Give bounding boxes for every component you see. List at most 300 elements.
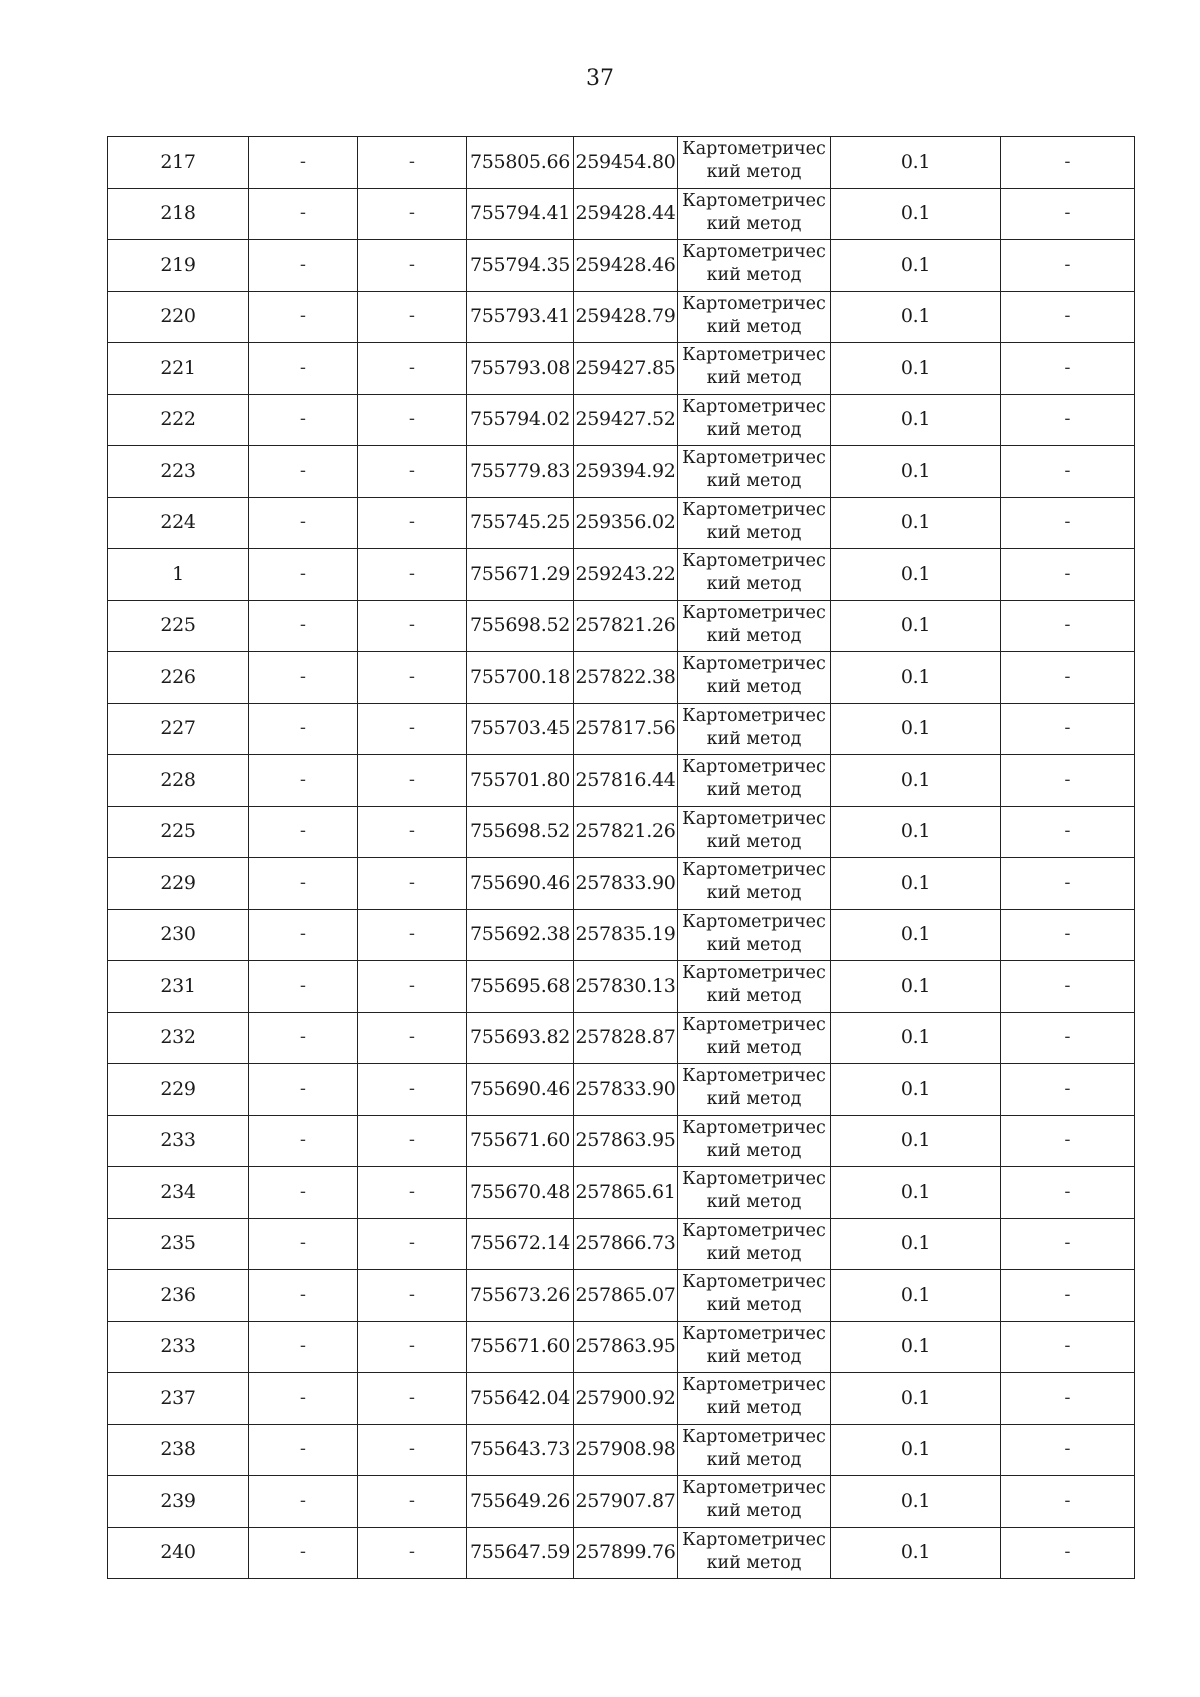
dash-cell: - <box>1001 1270 1135 1322</box>
table-row <box>108 1270 1135 1322</box>
method-line-2: кий метод <box>706 677 802 697</box>
point-number-cell: 235 <box>108 1218 249 1270</box>
table-row <box>108 343 1135 395</box>
point-number-cell: 231 <box>108 961 249 1013</box>
table-row <box>108 1321 1135 1373</box>
method-line-1: Картометричес <box>682 1478 826 1498</box>
dash-cell: - <box>358 1064 467 1116</box>
point-number-cell: 220 <box>108 291 249 343</box>
x-coordinate-cell: 755794.02 <box>467 394 574 446</box>
method-line-2: кий метод <box>706 934 802 955</box>
point-number-cell: 239 <box>108 1476 249 1528</box>
method-line-2: кий метод <box>706 728 802 749</box>
method-cell <box>678 1424 831 1476</box>
dash-cell: - <box>358 1012 467 1064</box>
dash-cell: - <box>249 909 358 961</box>
point-number-cell: 225 <box>108 806 249 858</box>
accuracy-cell: 0.1 <box>831 343 1001 395</box>
dash-cell: - <box>358 497 467 549</box>
accuracy-cell: 0.1 <box>831 1527 1001 1579</box>
method-cell <box>678 1476 831 1528</box>
x-coordinate-cell: 755671.60 <box>467 1321 574 1373</box>
dash-cell: - <box>1001 240 1135 292</box>
dash-cell: - <box>249 137 358 189</box>
table-row <box>108 188 1135 240</box>
y-coordinate-cell: 257828.87 <box>574 1012 678 1064</box>
x-coordinate-cell: 755643.73 <box>467 1424 574 1476</box>
point-number-cell: 232 <box>108 1012 249 1064</box>
method-line-2: кий метод <box>706 625 802 646</box>
y-coordinate-cell: 257821.26 <box>574 600 678 652</box>
dash-cell: - <box>249 1321 358 1373</box>
x-coordinate-cell: 755671.29 <box>467 549 574 601</box>
point-number-cell: 1 <box>108 549 249 601</box>
dash-cell: - <box>358 446 467 498</box>
x-coordinate-cell: 755793.08 <box>467 343 574 395</box>
accuracy-cell: 0.1 <box>831 1115 1001 1167</box>
dash-cell: - <box>358 137 467 189</box>
method-line-1: Картометричес <box>682 963 826 983</box>
dash-cell: - <box>358 755 467 807</box>
dash-cell: - <box>249 806 358 858</box>
table-row <box>108 1373 1135 1425</box>
method-cell <box>678 291 831 343</box>
y-coordinate-cell: 257899.76 <box>574 1527 678 1579</box>
y-coordinate-cell: 257835.19 <box>574 909 678 961</box>
dash-cell: - <box>249 291 358 343</box>
point-number-cell: 227 <box>108 703 249 755</box>
table-row <box>108 600 1135 652</box>
dash-cell: - <box>1001 1321 1135 1373</box>
y-coordinate-cell: 259428.44 <box>574 188 678 240</box>
table-row <box>108 291 1135 343</box>
method-cell <box>678 1270 831 1322</box>
dash-cell: - <box>249 1270 358 1322</box>
point-number-cell: 228 <box>108 755 249 807</box>
x-coordinate-cell: 755672.14 <box>467 1218 574 1270</box>
method-cell <box>678 1321 831 1373</box>
method-line-2: кий метод <box>706 883 802 903</box>
x-coordinate-cell: 755793.41 <box>467 291 574 343</box>
dash-cell: - <box>358 343 467 395</box>
dash-cell: - <box>358 600 467 652</box>
method-cell <box>678 240 831 292</box>
table-row <box>108 755 1135 807</box>
method-line-2: кий метод <box>706 471 802 491</box>
point-number-cell: 238 <box>108 1424 249 1476</box>
method-line-2: кий метод <box>706 265 802 285</box>
method-cell <box>678 497 831 549</box>
dash-cell: - <box>1001 497 1135 549</box>
y-coordinate-cell: 257833.90 <box>574 1064 678 1116</box>
point-number-cell: 226 <box>108 652 249 704</box>
dash-cell: - <box>249 1424 358 1476</box>
method-line-1: Картометричес <box>682 1529 826 1550</box>
dash-cell: - <box>249 240 358 292</box>
method-line-2: кий метод <box>706 831 802 852</box>
point-number-cell: 217 <box>108 137 249 189</box>
method-line-1: Картометричес <box>682 654 826 674</box>
accuracy-cell: 0.1 <box>831 1321 1001 1373</box>
y-coordinate-cell: 259394.92 <box>574 446 678 498</box>
method-line-2: кий метод <box>706 1552 802 1573</box>
point-number-cell: 234 <box>108 1167 249 1219</box>
accuracy-cell: 0.1 <box>831 240 1001 292</box>
dash-cell: - <box>1001 446 1135 498</box>
method-cell <box>678 1064 831 1116</box>
dash-cell: - <box>1001 1424 1135 1476</box>
accuracy-cell: 0.1 <box>831 1476 1001 1528</box>
dash-cell: - <box>249 755 358 807</box>
x-coordinate-cell: 755703.45 <box>467 703 574 755</box>
method-cell <box>678 394 831 446</box>
method-line-1: Картометричес <box>682 860 826 880</box>
dash-cell: - <box>358 961 467 1013</box>
y-coordinate-cell: 259428.79 <box>574 291 678 343</box>
method-cell <box>678 188 831 240</box>
x-coordinate-cell: 755794.35 <box>467 240 574 292</box>
dash-cell: - <box>1001 652 1135 704</box>
table-row <box>108 549 1135 601</box>
dash-cell: - <box>1001 806 1135 858</box>
method-line-2: кий метод <box>706 1243 802 1264</box>
method-line-1: Картометричес <box>682 551 826 571</box>
dash-cell: - <box>358 1476 467 1528</box>
method-line-2: кий метод <box>706 1089 802 1109</box>
x-coordinate-cell: 755690.46 <box>467 858 574 910</box>
y-coordinate-cell: 259428.46 <box>574 240 678 292</box>
accuracy-cell: 0.1 <box>831 394 1001 446</box>
method-line-2: кий метод <box>706 1192 802 1212</box>
accuracy-cell: 0.1 <box>831 652 1001 704</box>
dash-cell: - <box>249 1527 358 1579</box>
method-line-2: кий метод <box>706 780 802 800</box>
method-line-2: кий метод <box>706 368 802 388</box>
method-line-1: Картометричес <box>682 396 826 417</box>
dash-cell: - <box>1001 1476 1135 1528</box>
y-coordinate-cell: 257830.13 <box>574 961 678 1013</box>
dash-cell: - <box>249 1476 358 1528</box>
method-line-1: Картометричес <box>682 190 826 211</box>
y-coordinate-cell: 259356.02 <box>574 497 678 549</box>
method-line-1: Картометричес <box>682 1169 826 1189</box>
dash-cell: - <box>249 1373 358 1425</box>
dash-cell: - <box>1001 858 1135 910</box>
x-coordinate-cell: 755671.60 <box>467 1115 574 1167</box>
point-number-cell: 221 <box>108 343 249 395</box>
x-coordinate-cell: 755647.59 <box>467 1527 574 1579</box>
dash-cell: - <box>358 1321 467 1373</box>
coordinates-table <box>107 136 1135 1579</box>
dash-cell: - <box>358 703 467 755</box>
x-coordinate-cell: 755692.38 <box>467 909 574 961</box>
x-coordinate-cell: 755805.66 <box>467 137 574 189</box>
dash-cell: - <box>1001 343 1135 395</box>
y-coordinate-cell: 257865.07 <box>574 1270 678 1322</box>
dash-cell: - <box>1001 755 1135 807</box>
table-row <box>108 1424 1135 1476</box>
method-cell <box>678 909 831 961</box>
x-coordinate-cell: 755690.46 <box>467 1064 574 1116</box>
dash-cell: - <box>249 549 358 601</box>
dash-cell: - <box>249 1064 358 1116</box>
dash-cell: - <box>249 343 358 395</box>
table-row <box>108 652 1135 704</box>
method-cell <box>678 137 831 189</box>
table-row <box>108 394 1135 446</box>
x-coordinate-cell: 755698.52 <box>467 600 574 652</box>
table-row <box>108 497 1135 549</box>
y-coordinate-cell: 257908.98 <box>574 1424 678 1476</box>
dash-cell: - <box>249 600 358 652</box>
dash-cell: - <box>249 652 358 704</box>
dash-cell: - <box>358 1218 467 1270</box>
x-coordinate-cell: 755779.83 <box>467 446 574 498</box>
method-cell <box>678 600 831 652</box>
point-number-cell: 225 <box>108 600 249 652</box>
dash-cell: - <box>1001 909 1135 961</box>
method-line-2: кий метод <box>706 986 802 1006</box>
method-cell <box>678 652 831 704</box>
method-line-1: Картометричес <box>682 602 826 623</box>
page-number: 37 <box>586 66 614 91</box>
method-line-1: Картометричес <box>682 345 826 365</box>
dash-cell: - <box>358 909 467 961</box>
dash-cell: - <box>249 497 358 549</box>
dash-cell: - <box>358 652 467 704</box>
accuracy-cell: 0.1 <box>831 755 1001 807</box>
dash-cell: - <box>249 1167 358 1219</box>
method-line-1: Картометричес <box>682 242 826 262</box>
dash-cell: - <box>358 1424 467 1476</box>
dash-cell: - <box>1001 1218 1135 1270</box>
method-line-1: Картометричес <box>682 705 826 726</box>
table-row <box>108 961 1135 1013</box>
method-cell <box>678 1167 831 1219</box>
accuracy-cell: 0.1 <box>831 1424 1001 1476</box>
point-number-cell: 218 <box>108 188 249 240</box>
point-number-cell: 224 <box>108 497 249 549</box>
method-line-1: Картометричес <box>682 1272 826 1292</box>
y-coordinate-cell: 259454.80 <box>574 137 678 189</box>
table-row <box>108 1218 1135 1270</box>
dash-cell: - <box>249 446 358 498</box>
accuracy-cell: 0.1 <box>831 1373 1001 1425</box>
method-line-1: Картометричес <box>682 1426 826 1447</box>
y-coordinate-cell: 257821.26 <box>574 806 678 858</box>
y-coordinate-cell: 257816.44 <box>574 755 678 807</box>
dash-cell: - <box>358 1527 467 1579</box>
point-number-cell: 237 <box>108 1373 249 1425</box>
x-coordinate-cell: 755642.04 <box>467 1373 574 1425</box>
dash-cell: - <box>358 806 467 858</box>
dash-cell: - <box>1001 549 1135 601</box>
y-coordinate-cell: 257907.87 <box>574 1476 678 1528</box>
x-coordinate-cell: 755693.82 <box>467 1012 574 1064</box>
dash-cell: - <box>1001 1012 1135 1064</box>
dash-cell: - <box>249 188 358 240</box>
dash-cell: - <box>1001 1373 1135 1425</box>
dash-cell: - <box>249 1012 358 1064</box>
dash-cell: - <box>249 703 358 755</box>
dash-cell: - <box>1001 1527 1135 1579</box>
method-line-1: Картометричес <box>682 1220 826 1241</box>
point-number-cell: 230 <box>108 909 249 961</box>
x-coordinate-cell: 755673.26 <box>467 1270 574 1322</box>
y-coordinate-cell: 257822.38 <box>574 652 678 704</box>
method-line-2: кий метод <box>706 316 802 337</box>
method-line-1: Картометричес <box>682 293 826 314</box>
table-body <box>108 137 1135 1579</box>
accuracy-cell: 0.1 <box>831 497 1001 549</box>
dash-cell: - <box>358 858 467 910</box>
accuracy-cell: 0.1 <box>831 291 1001 343</box>
point-number-cell: 240 <box>108 1527 249 1579</box>
dash-cell: - <box>1001 1064 1135 1116</box>
method-line-2: кий метод <box>706 1501 802 1521</box>
method-cell <box>678 755 831 807</box>
y-coordinate-cell: 257863.95 <box>574 1115 678 1167</box>
method-line-1: Картометричес <box>682 911 826 932</box>
accuracy-cell: 0.1 <box>831 446 1001 498</box>
dash-cell: - <box>358 1167 467 1219</box>
dash-cell: - <box>1001 137 1135 189</box>
y-coordinate-cell: 257865.61 <box>574 1167 678 1219</box>
method-line-2: кий метод <box>706 1398 802 1418</box>
table-row <box>108 858 1135 910</box>
dash-cell: - <box>1001 291 1135 343</box>
dash-cell: - <box>249 1218 358 1270</box>
dash-cell: - <box>1001 703 1135 755</box>
accuracy-cell: 0.1 <box>831 703 1001 755</box>
method-line-2: кий метод <box>706 213 802 234</box>
method-line-1: Картометричес <box>682 499 826 520</box>
method-cell <box>678 703 831 755</box>
dash-cell: - <box>1001 1115 1135 1167</box>
method-line-2: кий метод <box>706 1449 802 1470</box>
method-cell <box>678 858 831 910</box>
method-cell <box>678 1373 831 1425</box>
point-number-cell: 222 <box>108 394 249 446</box>
accuracy-cell: 0.1 <box>831 806 1001 858</box>
table-row <box>108 909 1135 961</box>
dash-cell: - <box>358 188 467 240</box>
x-coordinate-cell: 755745.25 <box>467 497 574 549</box>
point-number-cell: 223 <box>108 446 249 498</box>
table-row <box>108 1527 1135 1579</box>
dash-cell: - <box>1001 600 1135 652</box>
accuracy-cell: 0.1 <box>831 600 1001 652</box>
method-line-1: Картометричес <box>682 1323 826 1344</box>
method-line-1: Картометричес <box>682 1014 826 1035</box>
method-line-1: Картометричес <box>682 139 826 159</box>
point-number-cell: 233 <box>108 1115 249 1167</box>
table-row <box>108 446 1135 498</box>
x-coordinate-cell: 755698.52 <box>467 806 574 858</box>
table-row <box>108 806 1135 858</box>
dash-cell: - <box>249 961 358 1013</box>
x-coordinate-cell: 755701.80 <box>467 755 574 807</box>
method-line-2: кий метод <box>706 574 802 594</box>
method-cell <box>678 806 831 858</box>
accuracy-cell: 0.1 <box>831 1064 1001 1116</box>
table-row <box>108 1064 1135 1116</box>
method-line-2: кий метод <box>706 1295 802 1315</box>
dash-cell: - <box>249 394 358 446</box>
method-cell <box>678 549 831 601</box>
method-line-2: кий метод <box>706 1037 802 1058</box>
dash-cell: - <box>1001 961 1135 1013</box>
method-line-2: кий метод <box>706 162 802 182</box>
accuracy-cell: 0.1 <box>831 188 1001 240</box>
y-coordinate-cell: 259427.52 <box>574 394 678 446</box>
x-coordinate-cell: 755700.18 <box>467 652 574 704</box>
dash-cell: - <box>1001 394 1135 446</box>
y-coordinate-cell: 257900.92 <box>574 1373 678 1425</box>
dash-cell: - <box>358 1373 467 1425</box>
point-number-cell: 229 <box>108 1064 249 1116</box>
table-row <box>108 240 1135 292</box>
accuracy-cell: 0.1 <box>831 1270 1001 1322</box>
method-line-1: Картометричес <box>682 808 826 829</box>
method-line-1: Картометричес <box>682 1375 826 1395</box>
method-cell <box>678 343 831 395</box>
method-line-2: кий метод <box>706 522 802 543</box>
x-coordinate-cell: 755670.48 <box>467 1167 574 1219</box>
dash-cell: - <box>1001 188 1135 240</box>
method-line-1: Картометричес <box>682 1066 826 1086</box>
accuracy-cell: 0.1 <box>831 137 1001 189</box>
method-cell <box>678 1115 831 1167</box>
method-line-1: Картометричес <box>682 1117 826 1138</box>
point-number-cell: 229 <box>108 858 249 910</box>
y-coordinate-cell: 259427.85 <box>574 343 678 395</box>
method-line-2: кий метод <box>706 1346 802 1367</box>
x-coordinate-cell: 755649.26 <box>467 1476 574 1528</box>
method-line-2: кий метод <box>706 419 802 440</box>
accuracy-cell: 0.1 <box>831 1167 1001 1219</box>
dash-cell: - <box>358 394 467 446</box>
accuracy-cell: 0.1 <box>831 549 1001 601</box>
table-row <box>108 703 1135 755</box>
method-line-1: Картометричес <box>682 757 826 777</box>
y-coordinate-cell: 257817.56 <box>574 703 678 755</box>
y-coordinate-cell: 257863.95 <box>574 1321 678 1373</box>
method-line-1: Картометричес <box>682 448 826 468</box>
dash-cell: - <box>1001 1167 1135 1219</box>
dash-cell: - <box>358 291 467 343</box>
method-cell <box>678 1218 831 1270</box>
dash-cell: - <box>249 858 358 910</box>
accuracy-cell: 0.1 <box>831 961 1001 1013</box>
dash-cell: - <box>358 1115 467 1167</box>
table-row <box>108 137 1135 189</box>
accuracy-cell: 0.1 <box>831 1012 1001 1064</box>
dash-cell: - <box>358 240 467 292</box>
dash-cell: - <box>358 549 467 601</box>
method-line-2: кий метод <box>706 1140 802 1161</box>
point-number-cell: 233 <box>108 1321 249 1373</box>
accuracy-cell: 0.1 <box>831 858 1001 910</box>
accuracy-cell: 0.1 <box>831 909 1001 961</box>
method-cell <box>678 1012 831 1064</box>
accuracy-cell: 0.1 <box>831 1218 1001 1270</box>
y-coordinate-cell: 259243.22 <box>574 549 678 601</box>
method-cell <box>678 446 831 498</box>
x-coordinate-cell: 755794.41 <box>467 188 574 240</box>
point-number-cell: 219 <box>108 240 249 292</box>
table-row <box>108 1115 1135 1167</box>
